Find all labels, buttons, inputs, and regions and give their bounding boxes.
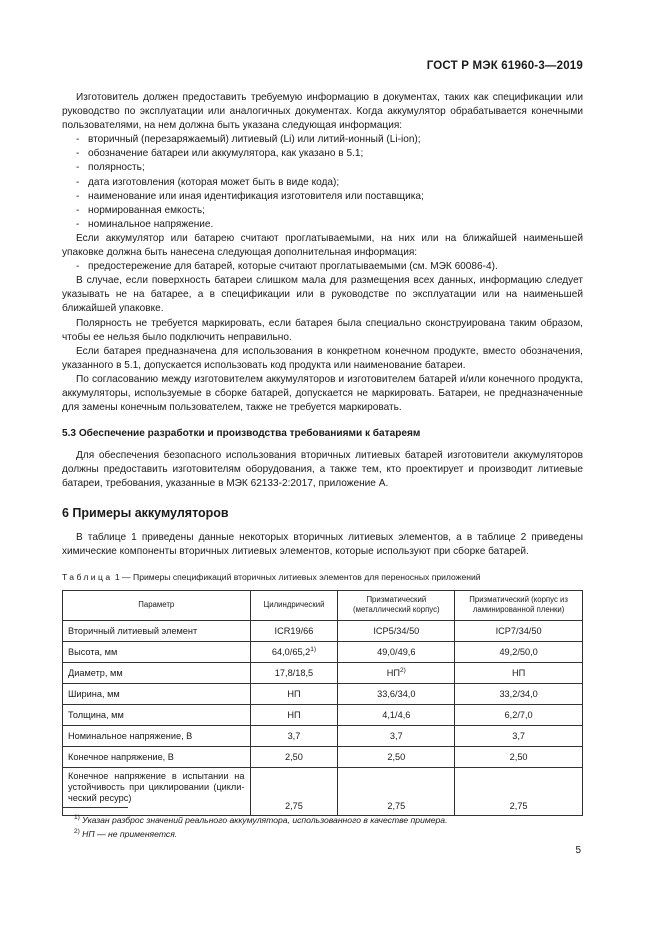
list-item: - вторичный (перезаряжаемый) литиевый (Li) или литий-ионный (Li-ion);: [76, 134, 421, 146]
table-caption: Таблица 1 — Примеры спецификаций вторичных литиевых элементов для переносных приложений: [62, 571, 481, 582]
paragraph: В случае, если поверхность батареи слишком мала для размещения всех данных, информацию следует указывать не на батарее, а в спецификации или в руководстве по эксплуатации или на наименьшей ближайшей упаковке.: [62, 275, 583, 315]
paragraph: Если батарея предназначена для использования в конкретном конечном продукте, вместо обозначения, указанного в 5.1, допускается использовать код продукта или наименование батареи.: [62, 345, 583, 371]
paragraph: По согласованию между изготовителем аккумуляторов и изготовителем батарей и/или конечного продукта, аккумуляторы, используемые в сборке батарей, допускается не маркировать. Батареи, не предназначенные для замены конечным пользователем, также не требуется маркировать.: [62, 373, 583, 414]
paragraph: Изготовитель должен предоставить требуемую информацию в документах, таких как спецификации или руководство по эксплуатации или аналогичных документах. Когда аккумулятор обрабатывается конечными пользователями, на нем должна быть указана следующая информация:: [62, 92, 583, 132]
footnote: $^{2)}$ НП — не применяется.: [74, 828, 178, 839]
paragraph: Для обеспечения безопасного использования вторичных литиевых батарей изготовители аккумуляторов должны предоставить изготовителям оборудования, а также тем, кто проектирует и производит литиевые батареи, требования, указанные в МЭК 62133-2:2017, приложение А.: [62, 450, 583, 490]
table-row: [63, 662, 583, 683]
table-cell: НП: [250, 704, 338, 725]
table-cell: 3,7: [338, 725, 455, 746]
list-item: - дата изготовления (которая может быть в виде кода);: [76, 176, 340, 188]
table-cell: Высота, мм: [63, 641, 251, 662]
table-cell: 2,50: [250, 746, 338, 767]
table-cell: Вторичный литиевый элемент: [63, 620, 251, 641]
table-cell: 17,8/18,5: [250, 662, 338, 683]
section-heading-5-3: 5.3 Обеспечение разработки и производства требованиями к батареям: [62, 428, 421, 440]
page-number: 5: [575, 845, 581, 856]
table-cell: Конечное напряжение, В: [63, 746, 251, 767]
table-row: [63, 620, 583, 641]
table-cell: 64,0/65,2$^{1)}$: [250, 641, 338, 662]
table-cell: НП: [455, 662, 583, 683]
table-cell: 49,0/49,6: [338, 641, 455, 662]
table-row: [63, 704, 583, 725]
table-cell: Номинальное напряжение, В: [63, 725, 251, 746]
table-cell: ICR19/66: [250, 620, 338, 641]
table-cell: НП: [250, 683, 338, 704]
table-cell: 2,50: [338, 746, 455, 767]
list-item: - полярность;: [76, 162, 145, 174]
paragraph: В таблице 1 приведены данные некоторых вторичных литиевых элементов, а в таблице 2 приведены химические компоненты вторичных литиевых элементов, которые используют при сборке батарей.: [62, 531, 583, 557]
table-header-cell: Призматический (корпус из ламинированной пленки): [455, 590, 583, 620]
document-header: ГОСТ Р МЭК 61960-3—2019: [426, 60, 583, 72]
table-cell: 2,75: [250, 767, 338, 815]
footnote-divider: [62, 807, 128, 808]
table-cell: ICP5/34/50: [338, 620, 455, 641]
table-cell: Толщина, мм: [63, 704, 251, 725]
section-heading-6: 6 Примеры аккумуляторов: [62, 505, 229, 520]
list-item: - обозначение батареи или аккумулятора, как указано в 5.1;: [76, 148, 364, 160]
footnote: $^{1)}$ Указан разброс значений реального аккумулятора, использованного в качестве примера.: [74, 814, 448, 825]
table-cell: Конечное напряжение в испытании на устойчивость при циклировании (циклический ресурс): [63, 767, 251, 815]
table-cell: 2,75: [455, 767, 583, 815]
list-item: - номинальное напряжение.: [76, 218, 214, 230]
table-cell: 33,2/34,0: [455, 683, 583, 704]
table-header-cell: Призматический (металлический корпус): [338, 590, 455, 620]
table-row: [63, 725, 583, 746]
body-text: [62, 91, 583, 816]
table-cell: 2,50: [455, 746, 583, 767]
table-cell: 4,1/4,6: [338, 704, 455, 725]
table-cell: 3,7: [455, 725, 583, 746]
list-item: - наименование или иная идентификация изготовителя или поставщика;: [76, 190, 424, 202]
table-cell: 6,2/7,0: [455, 704, 583, 725]
table-cell: Диаметр, мм: [63, 662, 251, 683]
table-cell: 2,75: [338, 767, 455, 815]
table-cell: Ширина, мм: [63, 683, 251, 704]
footnote-mark: 1): [310, 645, 317, 653]
table-header-cell: Цилиндрический: [250, 590, 338, 620]
spec-table: [62, 590, 583, 816]
paragraph: Если аккумулятор или батарею считают проглатываемыми, на них или на ближайшей наименьшей упаковке должна быть нанесена следующая дополнительная информация:: [62, 232, 583, 259]
table-cell: 3,7: [250, 725, 338, 746]
table-row: [63, 746, 583, 767]
paragraph: Полярность не требуется маркировать, если батарея была специально сконструирована таким образом, чтобы ее нельзя было подключить неправильно.: [62, 317, 583, 343]
table-row: [63, 683, 583, 704]
table-cell: ICP7/34/50: [455, 620, 583, 641]
table-row: [63, 641, 583, 662]
list-item: - предостережение для батарей, которые считают проглатываемыми (см. МЭК 60086-4).: [76, 261, 498, 273]
footnote-mark: 2): [400, 666, 406, 674]
table-cell: НП$^{2)}$: [338, 662, 455, 683]
table-cell: 49,2/50,0: [455, 641, 583, 662]
table-header-row: [63, 590, 583, 620]
table-cell: 33,6/34,0: [338, 683, 455, 704]
table-header-cell: Параметр: [63, 590, 251, 620]
list-item: - нормированная емкость;: [76, 204, 205, 216]
table-row: [63, 767, 583, 815]
